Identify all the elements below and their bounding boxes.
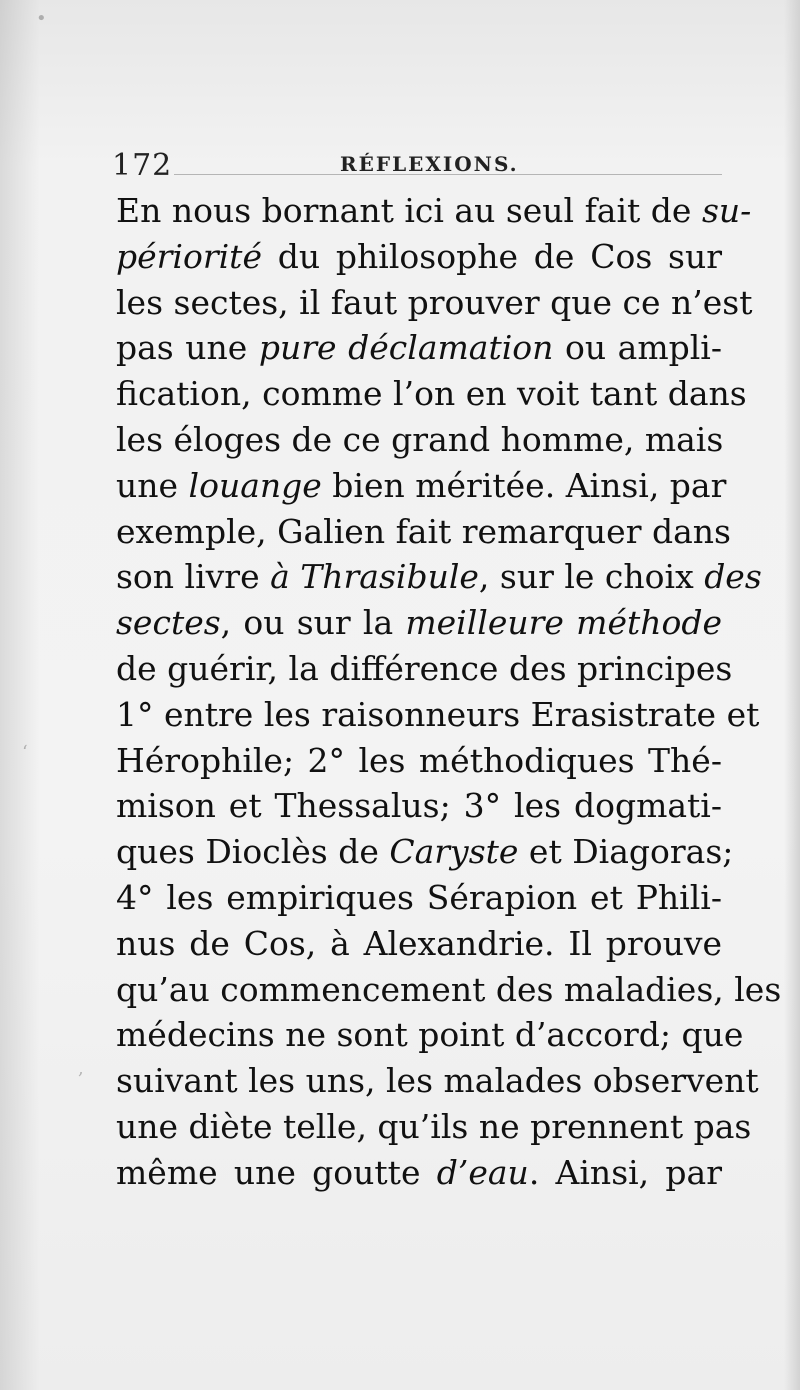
text-line — [116, 692, 760, 738]
italic-text: périorité — [116, 236, 262, 276]
text-line — [116, 921, 722, 967]
text-line — [116, 875, 722, 921]
italic-text: sectes — [116, 603, 221, 643]
text-line — [116, 509, 731, 555]
text-line — [116, 463, 727, 509]
text-run: , ou sur la — [220, 603, 406, 643]
text-run: nus de Cos, à Alexandrie. Il prouve — [116, 923, 722, 963]
text-run: les sectes, il faut prouver que ce n’est — [116, 282, 753, 322]
text-line — [116, 188, 752, 234]
italic-text: pure déclamation — [258, 328, 554, 368]
text-line — [116, 554, 762, 600]
page-header — [112, 142, 722, 186]
italic-text: à Thrasibule — [270, 557, 479, 597]
text-line — [116, 783, 722, 829]
italic-text: su- — [701, 191, 752, 230]
italic-text: meilleure méthode — [405, 603, 723, 643]
text-run: suivant les uns, les malades observent — [116, 1061, 759, 1101]
page-edge-shadow — [784, 0, 800, 1390]
margin-mark: , — [78, 1058, 84, 1079]
text-run: . Ainsi, par — [528, 1152, 722, 1192]
text-line — [116, 371, 747, 417]
text-run: médecins ne sont point d’accord; que — [116, 1015, 744, 1055]
text-run: exemple, Galien fait remarquer dans — [116, 511, 731, 551]
text-run: Hérophile; 2° les méthodiques Thé- — [116, 740, 722, 780]
text-run: bien méritée. Ainsi, par — [321, 465, 727, 505]
text-line — [116, 1058, 759, 1104]
text-run: une — [116, 465, 189, 505]
italic-text: d’eau — [436, 1152, 529, 1192]
text-run: une diète telle, qu’ils ne prennent pas — [116, 1106, 752, 1146]
text-line — [116, 417, 722, 463]
text-line — [116, 1012, 744, 1058]
text-run: qu’au commencement des maladies, les — [116, 969, 782, 1009]
text-run: 1° entre les raisonneurs Erasistrate et — [116, 694, 760, 734]
text-run: pas une — [116, 328, 259, 368]
italic-text: Caryste — [389, 832, 519, 872]
text-run: de guérir, la différence des principes — [116, 648, 733, 688]
text-run: et Diagoras; — [518, 832, 734, 872]
text-line — [116, 738, 722, 784]
text-line — [116, 967, 782, 1013]
text-line — [116, 1104, 752, 1150]
text-line — [116, 1150, 722, 1196]
text-run: du philosophe de Cos sur — [261, 236, 722, 276]
margin-mark: ‘ — [22, 742, 28, 763]
text-run: son livre — [116, 557, 271, 597]
text-run: 4° les empiriques Sérapion et Phili- — [116, 877, 722, 917]
text-run: En nous bornant ici au seul fait de — [116, 191, 702, 230]
italic-text: louange — [188, 465, 322, 505]
text-line — [116, 234, 722, 280]
page-number: 172 — [112, 148, 173, 183]
running-title: RÉFLEXIONS. — [340, 152, 519, 176]
text-line — [116, 600, 722, 646]
text-line — [116, 829, 734, 875]
text-run: mison et Thessalus; 3° les dogmati- — [116, 786, 722, 826]
body-text — [116, 188, 782, 1196]
text-run: ques Dioclès de — [116, 832, 390, 872]
text-run: fication, comme l’on en voit tant dans — [116, 374, 747, 414]
text-line — [116, 280, 753, 326]
text-run: les éloges de ce grand homme, mais — [116, 419, 724, 459]
text-line — [116, 646, 733, 692]
scan-speck: • — [36, 8, 47, 29]
text-line — [116, 325, 722, 371]
text-run: , sur le choix — [478, 557, 705, 597]
text-run: même une goutte — [116, 1152, 437, 1192]
italic-text: des — [704, 557, 762, 597]
text-run: ou ampli- — [553, 328, 722, 368]
